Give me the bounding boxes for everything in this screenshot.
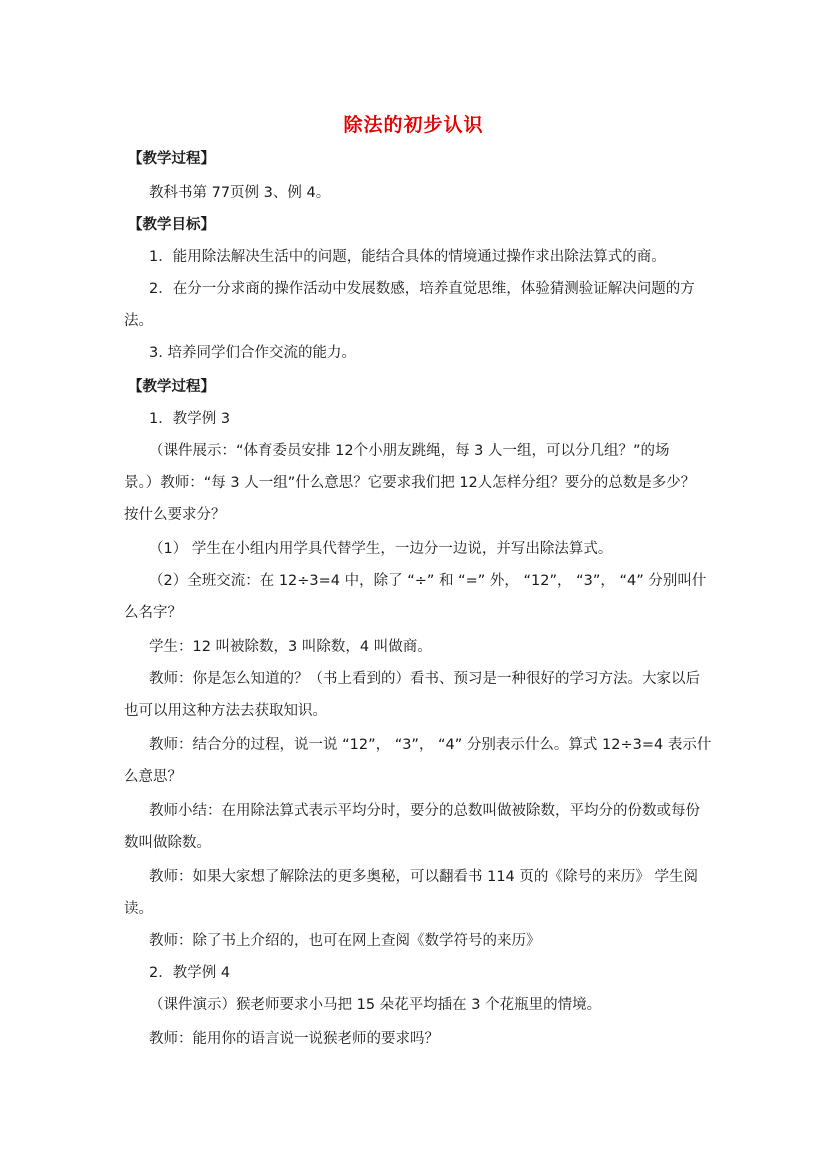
paragraph: （课件演示）猴老师要求小马把 15 朵花平均插在 3 个花瓶里的情境。 (149, 997, 602, 1013)
paragraph: （2）全班交流：在 12÷3=4 中，除了 “÷” 和 “=” 外， “12”， “3”， “4” 分别叫什 (149, 573, 707, 589)
page-title: 除法的初步认识 (343, 114, 484, 136)
paragraph-continuation: 么名字？ (124, 605, 182, 621)
paragraph-continuation: 也可以用这种方法去获取知识。 (124, 703, 327, 719)
paragraph: 3. 培养同学们合作交流的能力。 (149, 345, 356, 361)
paragraph-continuation: 法。 (124, 313, 153, 329)
section-heading-goals: 【教学目标】 (128, 217, 215, 233)
paragraph: 教师：结合分的过程，说一说 “12”， “3”， “4” 分别表示什么。算式 12÷3=4 表示什 (149, 737, 712, 753)
paragraph: （1） 学生在小组内用学具代替学生，一边分一边说，并写出除法算式。 (149, 541, 613, 557)
paragraph: 教师：除了书上介绍的，也可在网上查阅《数学符号的来历》 (149, 933, 541, 949)
paragraph: 学生：12 叫被除数，3 叫除数，4 叫做商。 (149, 639, 432, 655)
paragraph-continuation: 读。 (124, 901, 153, 917)
paragraph-continuation: 么意思？ (124, 769, 182, 785)
paragraph: 1．教学例 3 (149, 411, 231, 427)
paragraph: （课件展示：“体育委员安排 12个小朋友跳绳，每 3 人一组，可以分几组？”的场 (149, 443, 670, 459)
section-heading-process: 【教学过程】 (128, 151, 215, 167)
paragraph-continuation: 数叫做除数。 (124, 835, 211, 851)
paragraph: 教师：你是怎么知道的？（书上看到的）看书、预习是一种很好的学习方法。大家以后 (149, 671, 700, 687)
paragraph: 教师：能用你的语言说一说猴老师的要求吗？ (149, 1031, 439, 1047)
paragraph: 教师：如果大家想了解除法的更多奥秘，可以翻看书 114 页的《除号的来历》 学生阅 (149, 869, 699, 885)
section-heading-process: 【教学过程】 (128, 379, 215, 395)
paragraph: 2．教学例 4 (149, 965, 231, 981)
paragraph: 1．能用除法解决生活中的问题，能结合具体的情境通过操作求出除法算式的商。 (149, 249, 666, 265)
paragraph-continuation: 按什么要求分？ (124, 507, 226, 523)
paragraph: 教科书第 77页例 3、例 4。 (149, 185, 331, 201)
paragraph: 教师小结：在用除法算式表示平均分时，要分的总数叫做被除数，平均分的份数或每份 (149, 803, 700, 819)
paragraph: 2．在分一分求商的操作活动中发展数感，培养直觉思维，体验猜测验证解决问题的方 (149, 281, 695, 297)
paragraph-continuation: 景。）教师：“每 3 人一组”什么意思？它要求我们把 12人怎样分组？要分的总数是多少？ (124, 475, 696, 491)
